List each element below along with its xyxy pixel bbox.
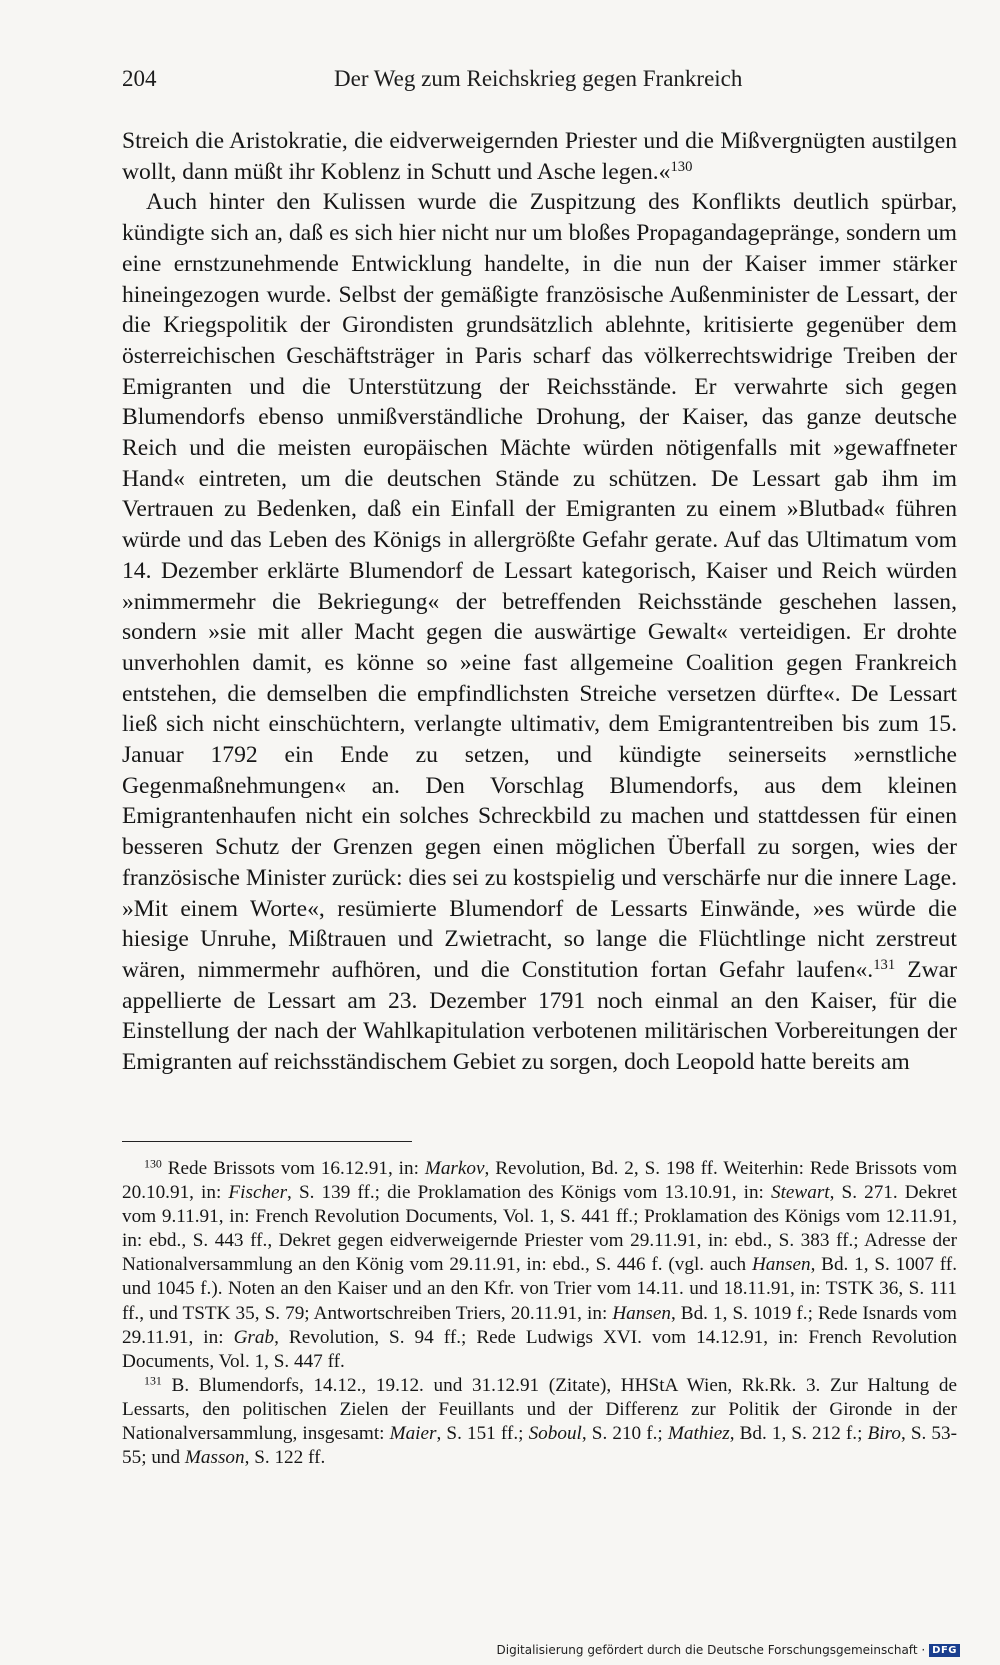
author-name: Hansen bbox=[612, 1302, 671, 1324]
author-name: Markov bbox=[424, 1158, 485, 1179]
footnote-text: , S. 53-55; und bbox=[122, 1423, 957, 1469]
footnotes bbox=[122, 1157, 957, 1470]
body-text bbox=[122, 126, 957, 1078]
footnote-text: , Revolution, S. 94 ff.; Rede Ludwigs XVI. vom 14.12.91, in: French Revolution Documents, Vol. 1, S. 447 ff. bbox=[122, 1326, 957, 1372]
page-header bbox=[122, 66, 947, 100]
footnote-text: , S. 210 f.; bbox=[581, 1423, 668, 1445]
footnote-text: , S. 271. Dekret vom 9.11.91, in: French Revolution Documents, Vol. 1, S. 441 ff.; Proklamation des Königs vom 12.11.91, in: ebd., S. 443 ff., Dekret gegen eidverweigernde Priester vom 29.11.91, in: ebd., S. 383 ff.; Adresse der Nationalversammlung an den König vom 29.11.91, in: ebd., S. 446 f. (vgl. auch bbox=[122, 1182, 957, 1276]
author-name: Grab bbox=[233, 1326, 275, 1348]
footnote-text: B. Blumendorfs, 14.12., 19.12. und 31.12.91 (Zitate), HHStA Wien, Rk.Rk. 3. Zur Haltung de Lessarts, den politischen Zielen der Feuillants und der Differenz zur Politik der Gironde in der Nationalversammlung, insgesamt: bbox=[122, 1374, 957, 1445]
footnote-text: , Bd. 1, S. 1007 ff. und 1045 f.). Noten an den Kaiser und an den Kfr. von Trier vom 14.11. und 18.11.91, in: TSTK 36, S. 111 ff., und TSTK 35, S. 79; Antwortschreiben Triers, 20.11.91, in: bbox=[122, 1254, 957, 1324]
paragraph-2-text: Auch hinter den Kulissen wurde die Zuspitzung des Konflikts deutlich spürbar, kündigte sich an, daß es sich hier nicht nur um bloßes Propagandagepränge, sondern um eine ernstzunehmende Entwicklung handelte, in die nun der Kaiser immer stärker hineingezogen wurde. Selbst der gemäßigte französische Außenminister de Lessart, der die Kriegspolitik der Girondisten grundsätzlich ablehnte, kritisierte gegenüber dem österreichischen Geschäftsträger in Paris scharf das völkerrechtswidrige Treiben der Emigranten und die Unterstützung der Reichsstände. Er verwahrte sich gegen Blumendorfs ebenso unmißverständliche Drohung, der Kaiser, das ganze deutsche Reich und die meisten europäischen Mächte würden nötigenfalls mit »gewaffneter Hand« eintreten, um die deutschen Stände zu schützen. De Lessart gab ihm im Vertrauen zu Bedenken, daß ein Einfall der Emigranten zu einem »Blutbad« führen würde und das Leben des Königs in allergrößte Gefahr gerate. Auf das Ultimatum vom 14. Dezember erklärte Blumendorf de Lessart kategorisch, Kaiser und Reich würden »nimmermehr die Bekriegung« der betreffenden Reichsstände geschehen lassen, sondern »sie mit aller Macht gegen die auswärtige Gewalt« verteidigen. Er drohte unverhohlen damit, es könne so »eine fast allgemeine Coalition gegen Frankreich entstehen, die demselben die empfindlichsten Streiche versetzen dürfte«. De Lessart ließ sich nicht einschüchtern, verlangte ultimativ, dem Emigrantentreiben bis zum 15. Januar 1792 ein Ende zu setzen, und kündigte seinerseits »ernstliche Gegenmaßnehmungen« an. Den Vorschlag Blumendorfs, aus dem kleinen Emigrantenhaufen nicht ein solches Schreckbild zu machen und stattdessen für einen besseren Schutz der Grenzen gegen einen möglichen Überfall zu sorgen, wies der französische Minister zurück: dies sei zu kostspielig und verschärfe nur die innere Lage. »Mit einem Worte«, resümierte Blumendorf de Lessarts Einwände, »es würde die hiesige Unruhe, Mißtrauen und Zwietracht, so lange die Flüchtlinge nicht zerstreut wären, nimmermehr aufhören, und die Constitution fortan Gefahr laufen«. bbox=[122, 189, 957, 983]
page-number: 204 bbox=[122, 66, 157, 91]
paragraph-2 bbox=[122, 187, 957, 1077]
running-title: Der Weg zum Reichskrieg gegen Frankreich bbox=[334, 66, 743, 91]
paragraph-1-text: Streich die Aristokratie, die eidverweigernden Priester und die Mißvergnügten austilgen wollt, dann müßt ihr Koblenz in Schutt und Asche legen.« bbox=[122, 128, 957, 185]
footnote-number: 131 bbox=[144, 1373, 162, 1388]
author-name: Stewart bbox=[770, 1182, 830, 1204]
author-name: Biro bbox=[867, 1423, 901, 1445]
footnote-text: Rede Brissots vom 16.12.91, in: bbox=[161, 1158, 425, 1179]
paragraph-2-text-continued: Zwar appellierte de Lessart am 23. Dezember 1791 noch einmal an den Kaiser, für die Einstellung der nach der Wahlkapitulation verbotenen militärischen Vorbereitungen der Emigranten auf reichsständischem Gebiet zu sorgen, doch Leopold hatte bereits am bbox=[122, 956, 957, 1076]
author-name: Hansen bbox=[751, 1254, 811, 1276]
author-name: Fischer bbox=[228, 1182, 288, 1204]
footnote-text: , Bd. 1, S. 1019 f.; Rede Isnards vom 29.11.91, in: bbox=[122, 1302, 957, 1348]
author-name: Maier bbox=[389, 1423, 437, 1445]
footnote-131 bbox=[122, 1374, 957, 1470]
footnote-separator bbox=[122, 1141, 412, 1142]
footnote-130 bbox=[122, 1157, 957, 1374]
footnote-number: 130 bbox=[144, 1156, 162, 1171]
digitization-credit bbox=[497, 1641, 960, 1659]
paragraph-1 bbox=[122, 126, 957, 187]
footnote-ref-131: 131 bbox=[873, 956, 896, 973]
footnote-text: , S. 139 ff.; die Proklamation des Königs vom 13.10.91, in: bbox=[287, 1182, 771, 1204]
author-name: Mathiez bbox=[667, 1423, 730, 1445]
footnote-text: , S. 122 ff. bbox=[244, 1447, 326, 1469]
footnote-text: , Revolution, Bd. 2, S. 198 ff. Weiterhin: Rede Brissots vom 20.10.91, in: bbox=[122, 1158, 957, 1204]
footnote-text: , S. 151 ff.; bbox=[436, 1423, 529, 1445]
credit-text: Digitalisierung gefördert durch die Deutsche Forschungsgemeinschaft · bbox=[496, 1643, 926, 1657]
footnote-text: , Bd. 1, S. 212 f.; bbox=[729, 1423, 868, 1445]
author-name: Masson bbox=[184, 1447, 245, 1469]
author-name: Soboul bbox=[528, 1423, 582, 1445]
footnote-ref-130: 130 bbox=[670, 158, 693, 175]
dfg-logo-icon: DFG bbox=[929, 1644, 960, 1657]
